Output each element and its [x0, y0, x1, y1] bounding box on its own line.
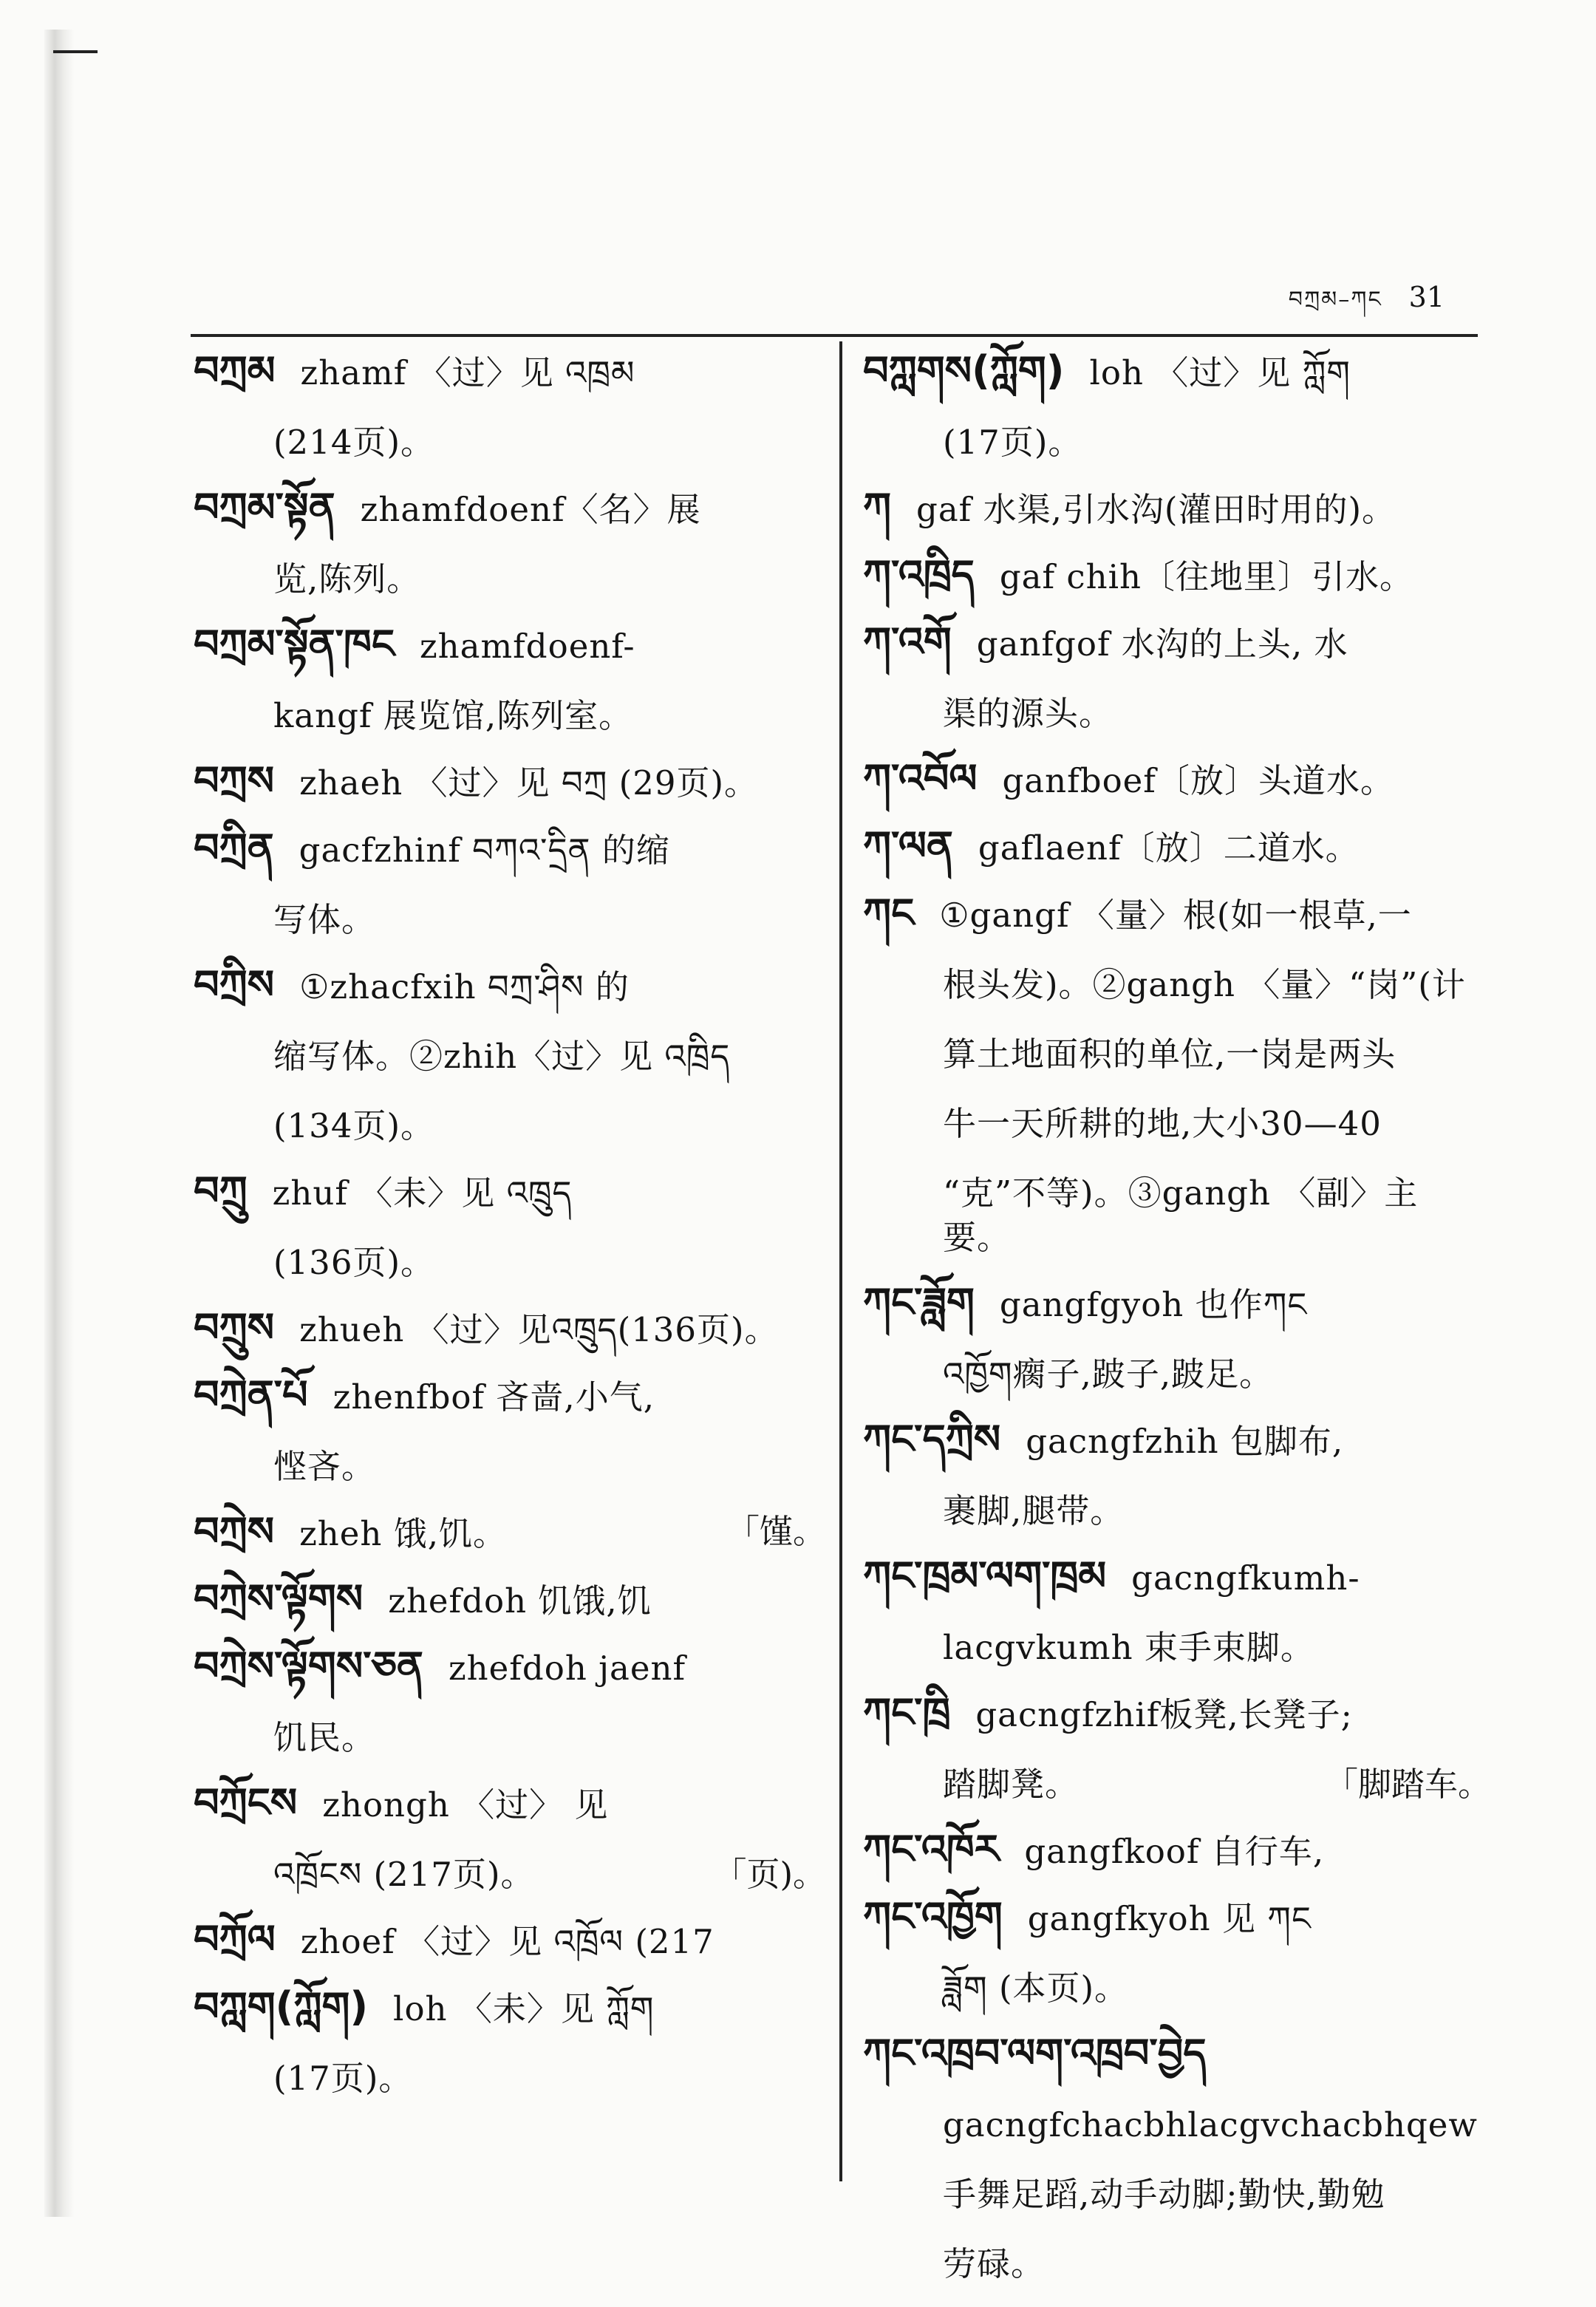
- dictionary-entry: [863, 485, 1491, 532]
- entry-text: gangfkoof 自行车,: [1024, 1832, 1325, 1871]
- right-column: [863, 349, 1491, 2307]
- entry-text: “克”不等)。③gangh 〈副〉主要。: [943, 1173, 1419, 1257]
- entry-text: (17页)。: [273, 2059, 413, 2098]
- entry-line: [194, 2056, 826, 2101]
- dictionary-entry: [863, 620, 1491, 736]
- dictionary-entry: [194, 1781, 826, 1897]
- entry-line: [194, 826, 826, 873]
- entry-line: [863, 1102, 1491, 1146]
- tibetan-headword: ཀ་འབོལ: [863, 755, 978, 802]
- entry-text: zhefdoh 饥饿,饥: [388, 1581, 652, 1621]
- entry-line: [863, 1691, 1491, 1737]
- dictionary-entry: [194, 1918, 826, 1964]
- entry-text: zhueh 〈过〉见འཁྲུད(136页)。: [299, 1310, 779, 1349]
- entry-text: gaf chih〔往地里〕引水。: [999, 557, 1413, 596]
- entry-text: loh 〈未〉见 ཀློག: [393, 1989, 655, 2028]
- entry-line: [194, 1781, 826, 1827]
- entry-line: [863, 1762, 1491, 1807]
- entry-text: zheh 饿,饥。: [299, 1514, 508, 1553]
- tibetan-headword: ཀ: [863, 484, 892, 531]
- entry-text: gaflaenf〔放〕二道水。: [978, 828, 1360, 868]
- entry-text: zhamfdoenf〈名〉展: [360, 490, 701, 529]
- entry-line: [194, 1510, 826, 1556]
- continuation-mark: 「馑。: [726, 1512, 826, 1551]
- entry-line: [194, 1985, 826, 2031]
- tibetan-headword: བཀྲིས: [194, 961, 275, 1008]
- entry-line: [194, 1241, 826, 1285]
- header-rule: [191, 334, 1478, 337]
- running-header: [1289, 275, 1445, 337]
- tibetan-headword: བཀྲུས: [194, 1304, 275, 1351]
- dictionary-entry: [863, 349, 1491, 465]
- entry-line: [194, 963, 826, 1009]
- dictionary-entry: [863, 1417, 1491, 1533]
- entry-line: [863, 963, 1491, 1007]
- entry-line: [863, 1281, 1491, 1327]
- entry-line: [194, 1169, 826, 1216]
- entry-line: [194, 1035, 826, 1079]
- entry-line: [194, 1853, 826, 1897]
- entry-line: [194, 1716, 826, 1760]
- entry-text: 算土地面积的单位,一岗是两头: [943, 1035, 1396, 1074]
- entry-line: [863, 824, 1491, 870]
- entry-text: gacngfzhih 包脚布,: [1026, 1422, 1344, 1461]
- tibetan-headword: བཀླགས(ཀློག): [863, 347, 1065, 394]
- tibetan-headword: བཀྲས: [194, 757, 275, 804]
- dictionary-entry: [863, 553, 1491, 599]
- entry-line: [194, 1373, 826, 1420]
- entry-line: [194, 1918, 826, 1964]
- entry-text: 手舞足蹈,动手动脚;勤快,勤勉: [943, 2175, 1385, 2214]
- entry-text: gacngfzhif板凳,长凳子;: [975, 1695, 1353, 1734]
- tibetan-headword: བཀྲེས: [194, 1508, 275, 1555]
- entry-line: [194, 349, 826, 395]
- entry-line: [863, 2103, 1491, 2147]
- tibetan-headword: བཀྲམ་སྟོན་ཁང: [194, 621, 395, 667]
- dictionary-entry: [194, 622, 826, 738]
- entry-line: [194, 898, 826, 942]
- dictionary-entry: [194, 1169, 826, 1285]
- entry-text: lacgvkumh 束手束脚。: [943, 1628, 1314, 1667]
- entry-text: ཟློག (本页)。: [943, 1969, 1129, 2008]
- book-binding-shadow: [44, 30, 74, 2217]
- tibetan-headword: བཀྲེས་ལྟོགས་ཅན: [194, 1643, 423, 1689]
- entry-line: [863, 692, 1491, 736]
- entry-text: zhoef 〈过〉见 འཁྲོལ (217: [300, 1922, 715, 1961]
- entry-line: [863, 1554, 1491, 1601]
- dictionary-entry: [863, 824, 1491, 870]
- dictionary-entry: [194, 1985, 826, 2101]
- entry-text: (134页)。: [273, 1106, 435, 1145]
- tibetan-headword: ཀང: [863, 890, 915, 936]
- continuation-mark: 「页)。: [713, 1855, 826, 1894]
- entry-line: [863, 1352, 1491, 1397]
- tibetan-headword: བཀྲེས་ལྟོགས: [194, 1575, 364, 1622]
- tibetan-headword: བཀྲམ: [194, 347, 276, 394]
- dictionary-entry: [194, 1644, 826, 1760]
- entry-text: kangf 展览馆,陈列室。: [273, 696, 633, 735]
- entry-line: [863, 1626, 1491, 1670]
- dictionary-entry: [863, 1281, 1491, 1397]
- entry-text: loh 〈过〉见 ཀློག: [1089, 353, 1351, 392]
- entry-text: gacfzhinf བཀའ་དྲིན 的缩: [299, 831, 670, 870]
- entry-line: [194, 1577, 826, 1623]
- entry-line: [863, 485, 1491, 532]
- entry-line: [863, 2173, 1491, 2217]
- dictionary-entry: [194, 1510, 826, 1556]
- entry-line: [194, 1104, 826, 1148]
- entry-line: [863, 1171, 1491, 1260]
- entry-text: zhamfdoenf-: [419, 627, 635, 666]
- entry-text: ganfboef〔放〕头道水。: [1002, 761, 1394, 800]
- dictionary-entry: [194, 1373, 826, 1489]
- entry-text: gacngfchacbhlacgvchacbhqew: [943, 2105, 1478, 2144]
- entry-text: zhuf 〈未〉见 འཁྲུད: [272, 1173, 573, 1213]
- tibetan-headword: ཀང་ཁྲི: [863, 1689, 951, 1736]
- header-title: བཀྲམ–ཀང: [1288, 287, 1382, 313]
- entry-text: 裹脚,腿带。: [943, 1491, 1125, 1530]
- tibetan-headword: བཀྲོངས: [194, 1779, 298, 1826]
- entry-text: 劳碌。: [943, 2244, 1046, 2283]
- entry-line: [863, 1827, 1491, 1874]
- tibetan-headword: ཀ་འགོ: [863, 619, 952, 665]
- entry-text: 饥民。: [273, 1718, 376, 1757]
- tibetan-headword: ཀང་འཁྲབ་ལག་འཁྲབ་བྱེད: [863, 2030, 1207, 2076]
- binding-mark: [53, 50, 98, 53]
- entry-text: 牛一天所耕的地,大小30—40: [943, 1104, 1382, 1143]
- entry-text: gangfgyoh 也作ཀང: [999, 1285, 1308, 1324]
- tibetan-headword: བཀྲུ: [194, 1168, 248, 1214]
- entry-text: (17页)。: [943, 423, 1082, 462]
- entry-text: zhaeh 〈过〉见 བཀྲ (29页)。: [299, 763, 759, 802]
- entry-line: [194, 759, 826, 805]
- tibetan-headword: བཀྲོལ: [194, 1916, 276, 1963]
- entry-line: [194, 557, 826, 602]
- tibetan-headword: བཀྲེན་པོ: [194, 1371, 308, 1418]
- page-number: 31: [1408, 281, 1445, 313]
- entry-text: zhamf 〈过〉见 འཁྲམ: [300, 353, 635, 392]
- tibetan-headword: ཀ་ལན: [863, 822, 953, 869]
- entry-text: gaf 水渠,引水沟(灌田时用的)。: [916, 490, 1396, 529]
- dictionary-entry: [194, 349, 826, 465]
- entry-line: [863, 1895, 1491, 1941]
- tibetan-headword: ཀང་ཁྲམ་ལག་ཁྲམ: [863, 1553, 1107, 1599]
- entry-text: 览,陈列。: [273, 559, 421, 599]
- continuation-mark: 「脚踏车。: [1324, 1765, 1491, 1804]
- entry-text: gacngfkumh-: [1131, 1558, 1360, 1598]
- entry-text: འཁྲོངས (217页)。: [273, 1855, 535, 1894]
- entry-line: [863, 553, 1491, 599]
- dictionary-entry: [863, 891, 1491, 1260]
- entry-text: ①zhacfxih བཀྲ་ཤིས 的: [299, 967, 630, 1006]
- tibetan-headword: བཀྲིན: [194, 825, 274, 871]
- entry-text: འཁྱོག瘸子,跛子,跛足。: [943, 1354, 1274, 1394]
- dictionary-entry: [194, 485, 826, 602]
- entry-line: [863, 2031, 1491, 2078]
- entry-line: [194, 420, 826, 465]
- entry-line: [863, 1966, 1491, 2011]
- column-separator: [839, 341, 842, 2181]
- left-column: [194, 349, 826, 2122]
- dictionary-entry: [194, 1577, 826, 1623]
- tibetan-headword: བཀླག(ཀློག): [194, 1983, 369, 2030]
- entry-text: 渠的源头。: [943, 694, 1114, 733]
- entry-text: gangfkyoh 见 ཀང: [1027, 1899, 1312, 1938]
- entry-text: 缩写体。②zhih〈过〉见 འཁྲིད: [273, 1037, 731, 1076]
- entry-text: zhenfbof 吝啬,小气,: [332, 1377, 655, 1417]
- entry-line: [194, 622, 826, 669]
- tibetan-headword: ཀང་འཁྱོག: [863, 1893, 1003, 1940]
- entry-text: 写体。: [273, 900, 376, 939]
- entry-text: zhongh 〈过〉 见: [322, 1785, 609, 1824]
- entry-text: 踏脚凳。: [943, 1765, 1080, 1804]
- dictionary-entry: [863, 1895, 1491, 2011]
- entry-text: 悭吝。: [273, 1447, 376, 1486]
- entry-text: ganfgof 水沟的上头, 水: [976, 624, 1348, 664]
- dictionary-entry: [194, 759, 826, 805]
- dictionary-entry: [194, 826, 826, 942]
- entry-line: [194, 485, 826, 532]
- entry-line: [863, 620, 1491, 667]
- entry-line: [863, 891, 1491, 938]
- entry-line: [194, 694, 826, 738]
- entry-text: ①gangf 〈量〉根(如一根草,一: [939, 896, 1412, 935]
- dictionary-entry: [863, 2031, 1491, 2286]
- dictionary-entry: [863, 757, 1491, 803]
- entry-line: [863, 1489, 1491, 1533]
- dictionary-entry: [194, 963, 826, 1148]
- dictionary-entry: [863, 1554, 1491, 1670]
- dictionary-entry: [863, 1691, 1491, 1807]
- entry-line: [194, 1644, 826, 1691]
- tibetan-headword: བཀྲམ་སྟོན: [194, 484, 335, 531]
- entry-line: [194, 1445, 826, 1489]
- entry-text: zhefdoh jaenf: [448, 1649, 686, 1688]
- entry-text: 根头发)。②gangh 〈量〉“岗”(计: [943, 965, 1466, 1004]
- entry-line: [194, 1306, 826, 1352]
- entry-text: (136页)。: [273, 1243, 435, 1282]
- entry-line: [863, 1417, 1491, 1464]
- entry-line: [863, 420, 1491, 465]
- tibetan-headword: ཀང་འཁོར: [863, 1826, 1000, 1872]
- entry-text: (214页)。: [273, 423, 435, 462]
- dictionary-entry: [194, 1306, 826, 1352]
- entry-line: [863, 349, 1491, 395]
- tibetan-headword: ཀང་ཟློག: [863, 1279, 975, 1326]
- entry-line: [863, 2242, 1491, 2286]
- entry-line: [863, 757, 1491, 803]
- dictionary-entry: [863, 1827, 1491, 1874]
- tibetan-headword: ཀང་དཀྲིས: [863, 1416, 1001, 1462]
- entry-line: [863, 1032, 1491, 1077]
- tibetan-headword: ཀ་འཁྲིད: [863, 551, 975, 598]
